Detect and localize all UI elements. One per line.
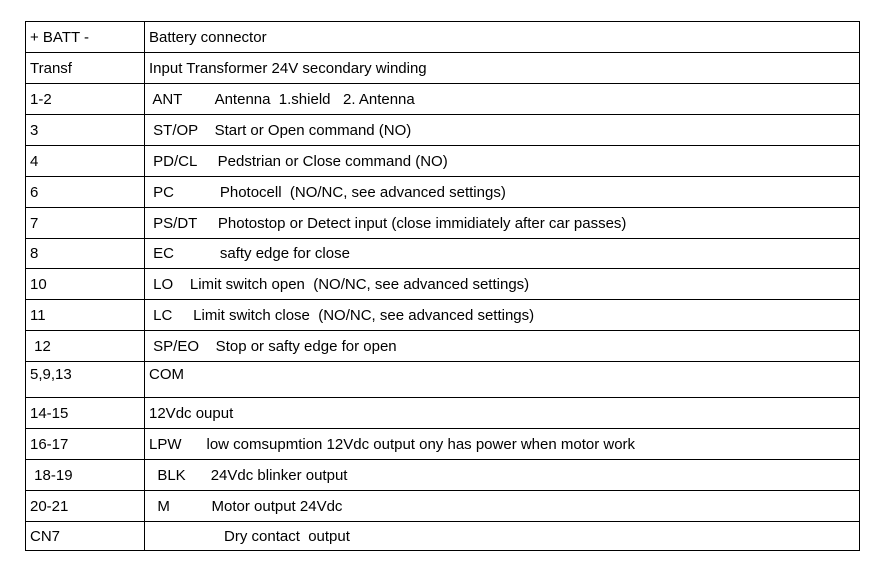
description-cell: Dry contact output (149, 527, 350, 545)
description-cell: COM (149, 366, 184, 383)
pin-cell: 1-2 (26, 84, 145, 114)
table-row (26, 114, 859, 145)
pin-cell: 8 (26, 239, 145, 268)
pin-cell: Transf (26, 53, 145, 83)
pin-description-table (25, 21, 860, 551)
description-cell: LPW low comsupmtion 12Vdc output ony has power when motor work (149, 435, 636, 453)
table-row (26, 428, 859, 459)
pin-cell: 20-21 (26, 491, 145, 521)
description-cell: ANT Antenna 1.shield 2. Antenna (149, 90, 415, 108)
pin-cell: 4 (26, 146, 145, 176)
pin-cell: 12 (26, 331, 145, 361)
table-row (26, 268, 859, 299)
table-row (26, 145, 859, 176)
table-row (26, 330, 859, 361)
description-cell: EC safty edge for close (149, 245, 350, 262)
pin-cell: 14-15 (26, 398, 145, 428)
pin-cell: + BATT - (26, 22, 145, 52)
pin-cell: 6 (26, 177, 145, 207)
pin-cell: 10 (26, 269, 145, 299)
table-row (26, 459, 859, 490)
pin-cell: 11 (26, 300, 145, 330)
table-row (26, 490, 859, 521)
pin-cell: 16-17 (26, 429, 145, 459)
table-row (26, 207, 859, 238)
pin-cell: 18-19 (26, 460, 145, 490)
table-row (26, 361, 859, 397)
description-cell: BLK 24Vdc blinker output (149, 466, 348, 484)
table-row (26, 397, 859, 428)
pin-cell: CN7 (26, 522, 145, 550)
pin-cell: 3 (26, 115, 145, 145)
pin-cell: 5,9,13 (26, 362, 145, 397)
description-cell: PC Photocell (NO/NC, see advanced settings) (149, 183, 506, 201)
description-cell: PS/DT Photostop or Detect input (close immidiately after car passes) (149, 214, 627, 232)
table-row (26, 238, 859, 268)
description-cell: LO Limit switch open (NO/NC, see advanced settings) (149, 275, 530, 293)
description-cell: PD/CL Pedstrian or Close command (NO) (149, 152, 448, 170)
description-cell: LC Limit switch close (NO/NC, see advanced settings) (149, 306, 535, 324)
table-row (26, 176, 859, 207)
description-cell: SP/EO Stop or safty edge for open (149, 337, 397, 355)
description-cell: Input Transformer 24V secondary winding (149, 59, 427, 77)
table-row (26, 299, 859, 330)
table-row (26, 52, 859, 83)
description-cell: ST/OP Start or Open command (NO) (149, 121, 412, 139)
description-cell: Battery connector (149, 28, 267, 46)
pin-cell: 7 (26, 208, 145, 238)
table-row (26, 521, 859, 550)
description-cell: 12Vdc ouput (149, 404, 234, 422)
table-row (26, 83, 859, 114)
table-row (26, 22, 859, 52)
description-cell: M Motor output 24Vdc (149, 497, 343, 515)
